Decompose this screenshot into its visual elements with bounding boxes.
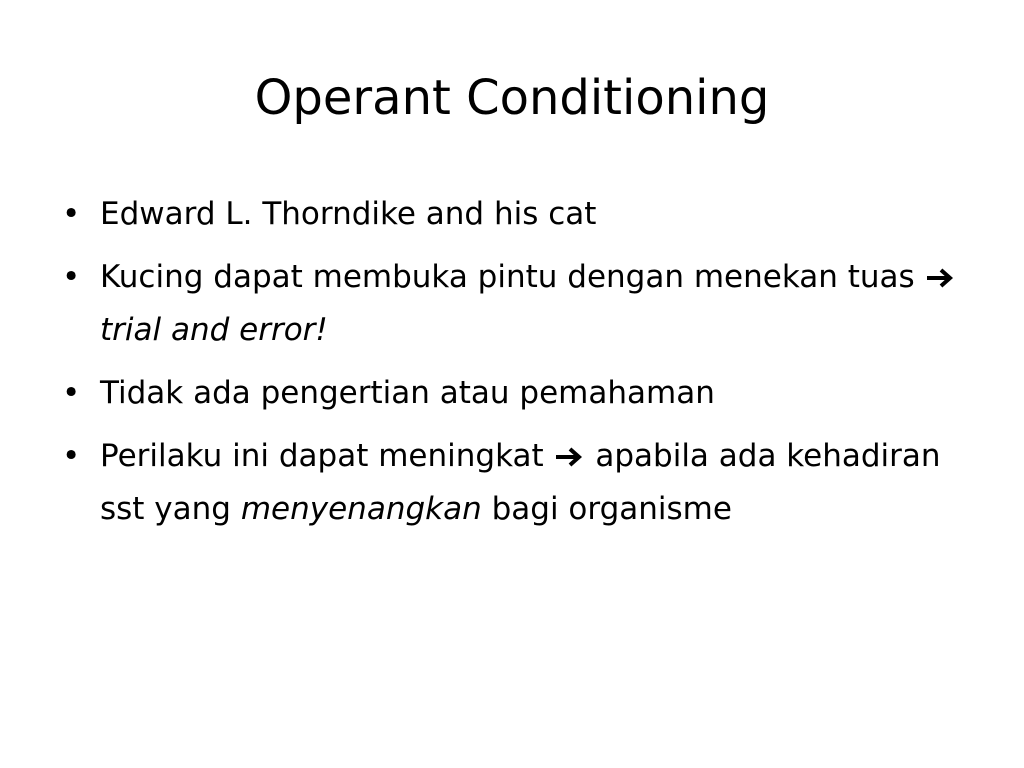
bullet-text-tail: bagi organisme <box>491 491 732 527</box>
bullet-item-2 <box>62 251 962 357</box>
bullet-dot: • <box>62 259 81 295</box>
bullet-text: Tidak ada pengertian atau pemahaman <box>100 375 715 411</box>
bullet-emphasis: menyenangkan <box>240 491 482 527</box>
bullet-emphasis: trial and error! <box>100 312 328 348</box>
bullet-text: Kucing dapat membuka pintu dengan menekan tuas <box>100 259 915 295</box>
slide-title: Operant Conditioning <box>254 70 770 126</box>
bullet-list <box>62 188 962 546</box>
right-arrow-icon <box>927 267 955 289</box>
bullet-dot: • <box>62 196 81 232</box>
bullet-text: Perilaku ini dapat meningkat <box>100 438 544 474</box>
right-arrow-icon <box>556 446 584 468</box>
bullet-item-4 <box>62 430 962 536</box>
bullet-text-after: apabila ada kehadiran sst yang <box>100 438 941 527</box>
bullet-item-3 <box>62 367 962 420</box>
bullet-dot: • <box>62 438 81 474</box>
bullet-item-1 <box>62 188 962 241</box>
bullet-text: Edward L. Thorndike and his cat <box>100 196 597 232</box>
bullet-dot: • <box>62 375 81 411</box>
